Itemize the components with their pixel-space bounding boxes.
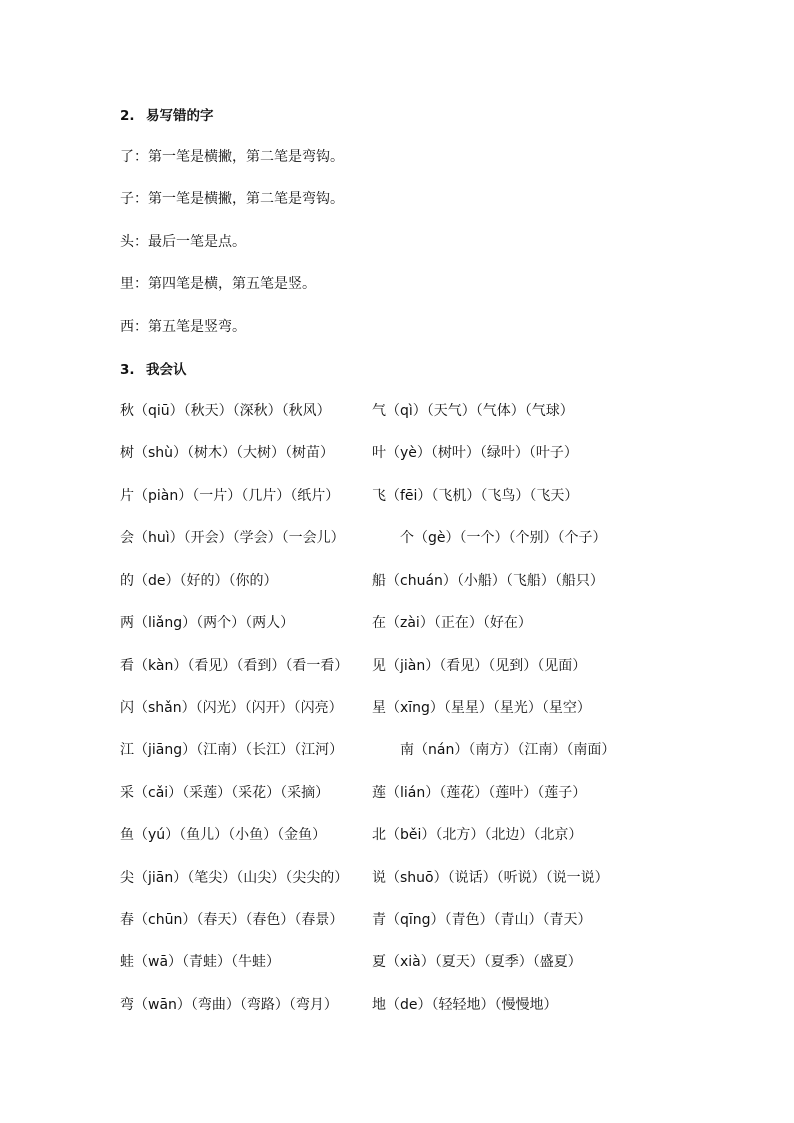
char-row [0,442,794,462]
char-row [0,867,794,887]
char-entry-right: 个（gè）（一个）（个别）（个子） [400,530,607,546]
char-entry-left: 秋（qiū）（秋天）（深秋）（秋风） [120,403,331,419]
char-entry-left: 闪（shǎn）（闪光）（闪开）（闪亮） [120,700,343,716]
char-row [0,655,794,675]
char-entry-right: 说（shuō）（说话）（听说）（说一说） [372,870,609,886]
char-row [0,739,794,759]
char-row [0,400,794,420]
char-entry-right: 地（de）（轻轻地）（慢慢地） [372,997,558,1013]
char-entry-left: 树（shù）（树木）（大树）（树苗） [120,445,335,461]
char-entry-right: 南（nán）（南方）（江南）（南面） [400,742,616,758]
mistake-line-2: 子：第一笔是横撇，第二笔是弯钩。 [120,191,344,207]
char-entry-right: 星（xīng）（星星）（星光）（星空） [372,700,591,716]
section-2-title: 易写错的字 [146,108,214,124]
char-entry-left: 的（de）（好的）（你的） [120,573,278,589]
char-row [0,697,794,717]
char-row [0,527,794,547]
char-entry-right: 气（qì）（天气）（气体）（气球） [372,403,574,419]
char-entry-left: 看（kàn）（看见）（看到）（看一看） [120,658,349,674]
section-2-number: 2. [120,108,135,124]
char-row [0,485,794,505]
char-row [0,570,794,590]
mistake-line-4: 里：第四笔是横，第五笔是竖。 [120,276,316,292]
char-entry-left: 弯（wān）（弯曲）（弯路）（弯月） [120,997,338,1013]
char-entry-right: 在（zài）（正在）（好在） [372,615,532,631]
char-entry-right: 北（běi）（北方）（北边）（北京） [372,827,583,843]
char-entry-right: 青（qīng）（青色）（青山）（青天） [372,912,592,928]
char-entry-left: 片（piàn）（一片）（几片）（纸片） [120,488,340,504]
char-row [0,951,794,971]
char-entry-right: 莲（lián）（莲花）（莲叶）（莲子） [372,785,587,801]
mistake-line-1: 了：第一笔是横撇，第二笔是弯钩。 [120,149,344,165]
section-2-heading [120,104,214,124]
mistake-line-5: 西：第五笔是竖弯。 [120,319,246,335]
section-3-heading [120,358,187,378]
char-entry-right: 飞（fēi）（飞机）（飞鸟）（飞天） [372,488,579,504]
char-row [0,824,794,844]
char-entry-left: 蛙（wā）（青蛙）（牛蛙） [120,954,281,970]
char-entry-left: 江（jiāng）（江南）（长江）（江河） [120,742,344,758]
char-row [0,782,794,802]
mistake-line-3: 头：最后一笔是点。 [120,234,246,250]
char-entry-right: 叶（yè）（树叶）（绿叶）（叶子） [372,445,578,461]
char-entry-right: 船（chuán）（小船）（飞船）（船只） [372,573,604,589]
char-entry-left: 两（liǎng）（两个）（两人） [120,615,295,631]
char-entry-left: 采（cǎi）（采莲）（采花）（采摘） [120,785,330,801]
section-3-number: 3. [120,362,135,378]
char-row [0,909,794,929]
char-entry-left: 会（huì）（开会）（学会）（一会儿） [120,530,345,546]
char-entry-left: 鱼（yú）（鱼儿）（小鱼）（金鱼） [120,827,327,843]
char-entry-right: 见（jiàn）（看见）（见到）（见面） [372,658,587,674]
char-row [0,994,794,1014]
char-entry-left: 尖（jiān）（笔尖）（山尖）（尖尖的） [120,870,349,886]
char-entry-left: 春（chūn）（春天）（春色）（春景） [120,912,344,928]
section-3-title: 我会认 [146,362,187,378]
char-row [0,612,794,632]
char-entry-right: 夏（xià）（夏天）（夏季）（盛夏） [372,954,582,970]
